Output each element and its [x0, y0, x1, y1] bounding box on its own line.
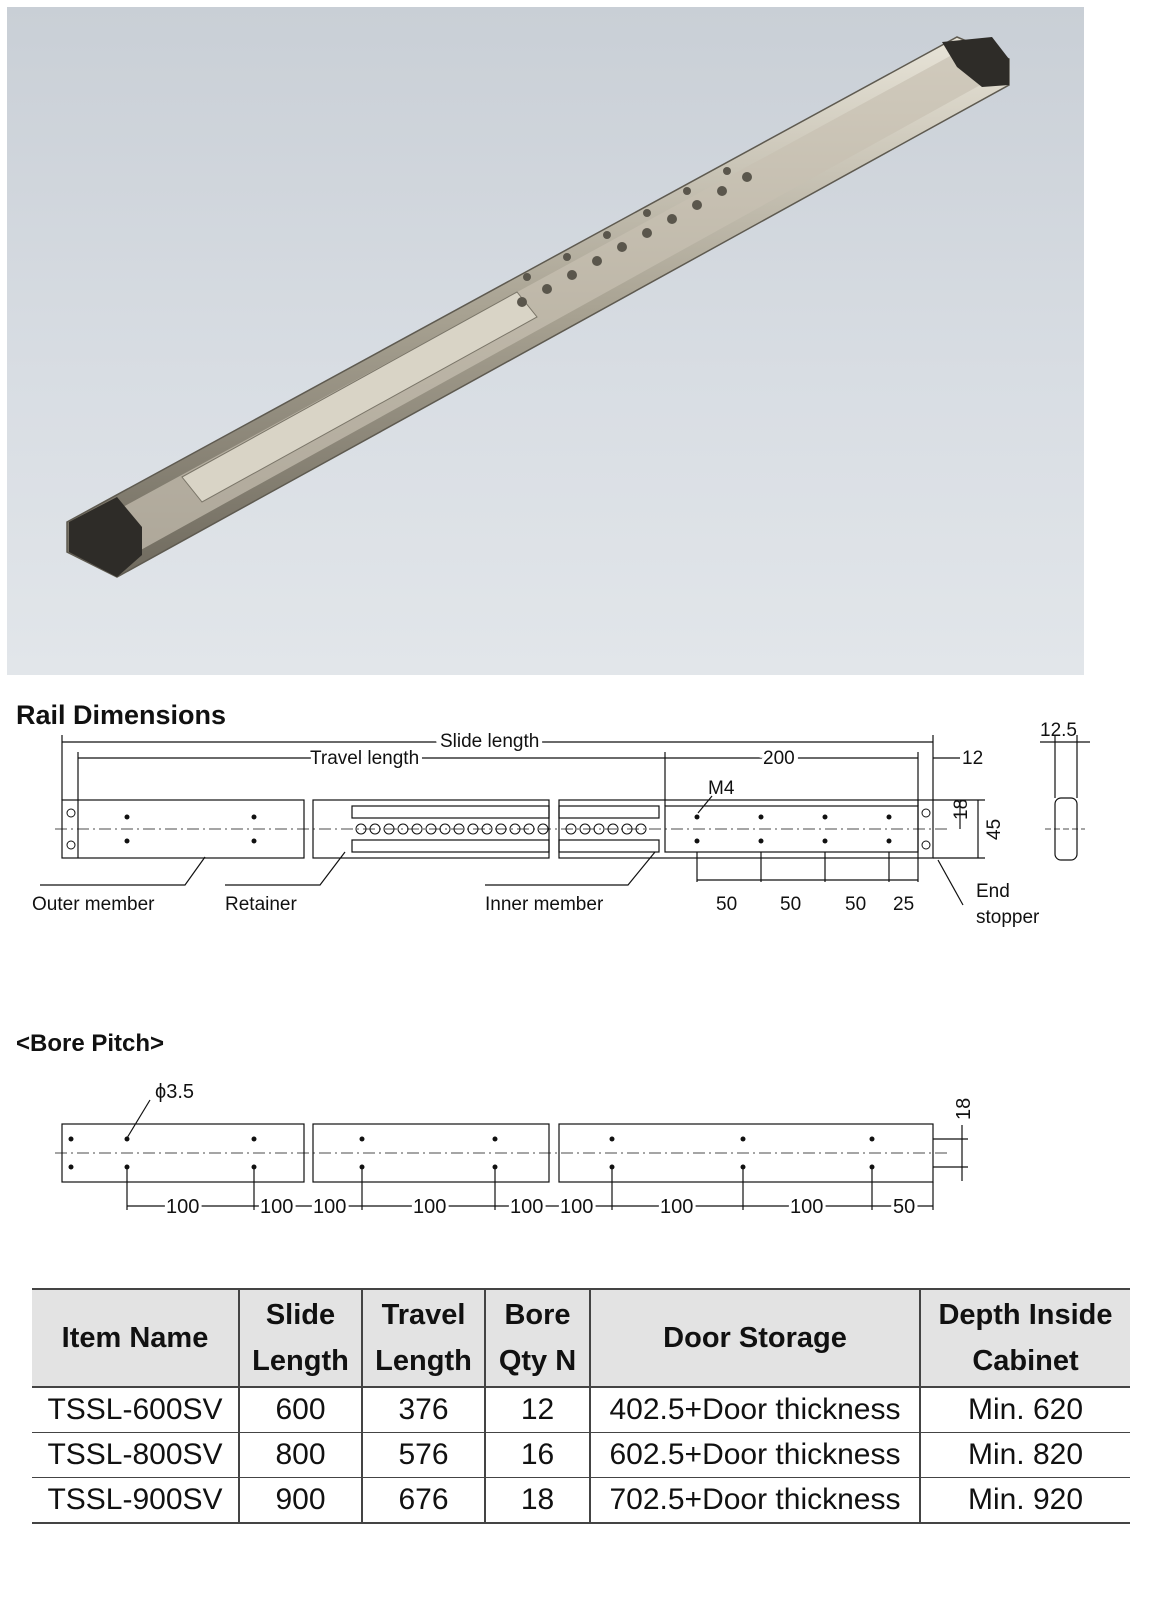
bore-pitch-label-1: 100 — [166, 1196, 200, 1218]
pitch-label-1: 50 — [716, 894, 738, 915]
cell-bore-qty: 18 — [485, 1478, 590, 1524]
table-row — [32, 1433, 1130, 1478]
dim-12-5-label: 12.5 — [1040, 720, 1077, 741]
dim-18-label: 18 — [951, 798, 972, 820]
bore-pitch-label-7: 100 — [660, 1196, 694, 1218]
rail-dimension-diagram — [0, 720, 1155, 950]
cell-travel-length: 376 — [362, 1387, 485, 1433]
cell-bore-qty: 12 — [485, 1387, 590, 1433]
bore-pitch-diagram — [0, 1080, 1155, 1230]
header-depth-inside-cabinet: Depth Inside Cabinet — [920, 1289, 1130, 1387]
cell-item-name: TSSL-600SV — [32, 1387, 239, 1433]
bore-pitch-label-5: 100 — [510, 1196, 544, 1218]
header-item-name: Item Name — [32, 1289, 239, 1387]
cell-depth-inside-cabinet: Min. 820 — [920, 1433, 1130, 1478]
bore-pitch-label-8: 100 — [790, 1196, 824, 1218]
pitch-label-3: 50 — [845, 894, 867, 915]
bore-pitch-label-6: 100 — [560, 1196, 594, 1218]
pitch-label-2: 50 — [780, 894, 802, 915]
end-stopper-label-line1: End — [976, 881, 1010, 902]
end-stopper-label-line2: stopper — [976, 907, 1040, 928]
cell-slide-length: 800 — [239, 1433, 362, 1478]
dim-12-label: 12 — [962, 748, 984, 769]
cell-depth-inside-cabinet: Min. 920 — [920, 1478, 1130, 1524]
cell-door-storage: 602.5+Door thickness — [590, 1433, 920, 1478]
retainer-label: Retainer — [225, 894, 297, 915]
header-bore-qty: Bore Qty N — [485, 1289, 590, 1387]
inner-member-label: Inner member — [485, 894, 604, 915]
cell-bore-qty: 16 — [485, 1433, 590, 1478]
table-row — [32, 1478, 1130, 1524]
section-title-bore-pitch: <Bore Pitch> — [16, 1030, 165, 1057]
cell-travel-length: 676 — [362, 1478, 485, 1524]
cell-slide-length: 600 — [239, 1387, 362, 1433]
spec-table — [32, 1288, 1130, 1524]
outer-member-label: Outer member — [32, 894, 155, 915]
bore-pitch-label-4: 100 — [413, 1196, 447, 1218]
bore-pitch-label-2: 100 — [260, 1196, 294, 1218]
table-row — [32, 1387, 1130, 1433]
dim-200-label: 200 — [763, 748, 795, 769]
spec-table-header-row — [32, 1289, 1130, 1387]
bore-pitch-label-9: 50 — [893, 1196, 916, 1218]
cell-slide-length: 900 — [239, 1478, 362, 1524]
header-door-storage: Door Storage — [590, 1289, 920, 1387]
header-slide-length: Slide Length — [239, 1289, 362, 1387]
cell-item-name: TSSL-800SV — [32, 1433, 239, 1478]
phi-3-5-label: ϕ3.5 — [155, 1081, 195, 1103]
cell-depth-inside-cabinet: Min. 620 — [920, 1387, 1130, 1433]
cell-door-storage: 402.5+Door thickness — [590, 1387, 920, 1433]
bore-dim-18-label: 18 — [953, 1097, 975, 1120]
slide-length-label: Slide length — [440, 731, 540, 752]
cell-door-storage: 702.5+Door thickness — [590, 1478, 920, 1524]
travel-length-label: Travel length — [310, 748, 420, 769]
product-photo — [7, 7, 1084, 675]
m4-label: M4 — [708, 778, 735, 799]
section-title-rail-dimensions: Rail Dimensions — [16, 700, 227, 730]
cell-item-name: TSSL-900SV — [32, 1478, 239, 1524]
pitch-label-4: 25 — [893, 894, 915, 915]
cell-travel-length: 576 — [362, 1433, 485, 1478]
header-travel-length: Travel Length — [362, 1289, 485, 1387]
rail-photo-icon — [7, 7, 1084, 675]
bore-pitch-label-3: 100 — [313, 1196, 347, 1218]
dim-45-label: 45 — [984, 818, 1005, 840]
